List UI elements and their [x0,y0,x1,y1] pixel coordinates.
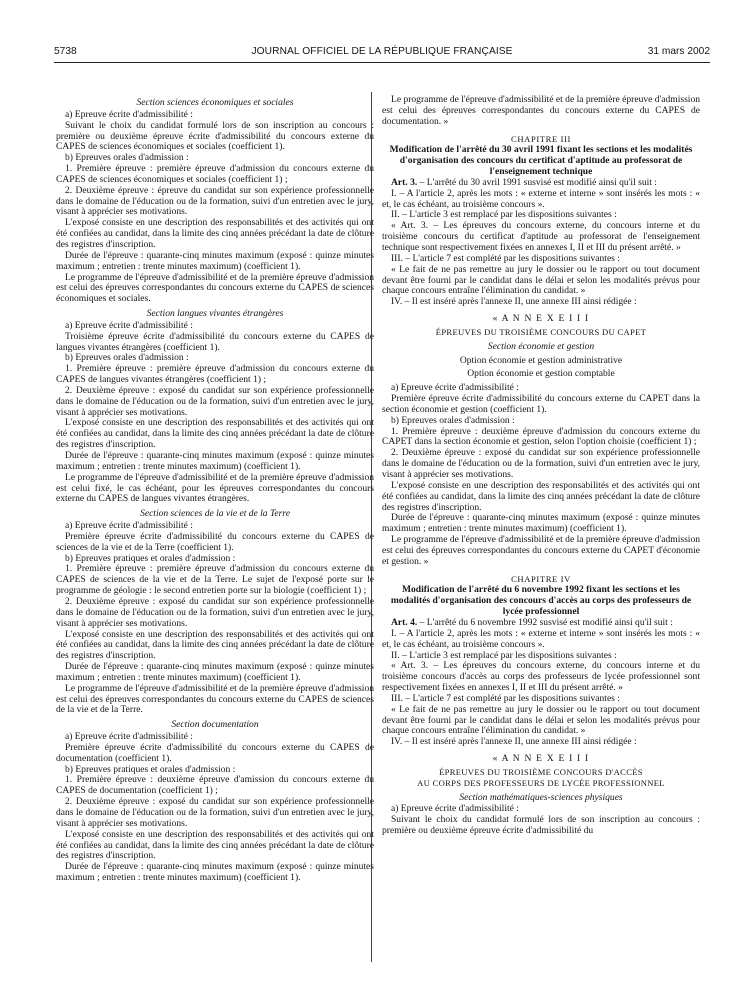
chapter-label: CHAPITRE IV [511,573,571,584]
paragraph: 1. Première épreuve : deuxième épreuve d'admission du concours externe du CAPET dans la section économie et gestion, selon l'option choisie (coefficient 1) ; [382,425,700,448]
paragraph: « Art. 3. – Les épreuves du concours externe, du concours interne et du troisième concours du certificat d'aptitude au professorat de l'enseignement technique sont respectivement fixées en annexes I, II et III du présent arrêté. » [382,220,700,253]
paragraph: a) Epreuve écrite d'admissibilité : [65,108,193,120]
paragraph: II. – L'article 3 est remplacé par les dispositions suivantes : [391,209,617,221]
journal-title: JOURNAL OFFICIEL DE LA RÉPUBLIQUE FRANÇAISE [251,46,513,57]
paragraph: Le programme de l'épreuve d'admissibilité et de la première épreuve d'admission est celui des épreuves correspondantes du concours externe du CAPES de sciences de la vie et de la Terre. [56,682,374,716]
paragraph: 2. Deuxième épreuve : exposé du candidat sur son expérience professionnelle dans le domaine de l'éducation ou de la formation, suivi d'un entretien avec le jury, visant à apprécier ses motivations. [56,384,374,418]
section-title: Section sciences économiques et sociales [136,97,294,108]
paragraph: a) Epreuve écrite d'admissibilité : [65,731,193,743]
paragraph: Le programme de l'épreuve d'admissibilité et de la première épreuve d'admission est celui des épreuves correspondantes du concours externe du CAPES de documentation. » [382,94,700,127]
issue-date: 31 mars 2002 [647,46,710,57]
paragraph: Durée de l'épreuve : quarante-cinq minutes maximum (exposé : quinze minutes maximum ; entretien : trente minutes maximum) (coefficient 1). [56,861,374,884]
article-text: – L'arrêté du 6 novembre 1992 susvisé est modifié ainsi qu'il suit : [417,616,673,628]
paragraph: 2. Deuxième épreuve : exposé du candidat sur son expérience professionnelle dans le domaine de l'éducation ou de la formation, suivi d'un entretien avec le jury, visant à apprécier ses motivations. [56,796,374,829]
paragraph: a) Epreuve écrite d'admissibilité : [391,382,519,394]
paragraph: Le programme de l'épreuve d'admissibilité et de la première épreuve d'admission est celui des épreuves correspondantes du concours externe du CAPES de sciences économiques et sociales. [56,271,374,305]
paragraph: 1. Première épreuve : première épreuve d'admission du concours externe du CAPES de langues vivantes étrangères (coefficient 1) ; [56,363,374,386]
section-title: Section langues vivantes étrangères [146,308,284,320]
paragraph: 1. Première épreuve : première épreuve d'admission du concours externe du CAPES de sciences de la vie et de la Terre. Le sujet de l'exposé porte sur le programme de géologie : le second entretien porte sur la biologie (coefficient 1) ; [56,563,374,597]
paragraph: Suivant le choix du candidat formulé lors de son inscription au concours : première ou deuxième épreuve écrite d'admissibilité du concours externe du CAPES de sciences économiques et sociales (coefficient 1). [56,119,374,153]
article-label: Art. 4. [391,616,418,628]
paragraph: L'exposé consiste en une description des responsabilités et des activités qui ont été confiées au candidat, dans la limite des cinq années précédant la date de clôture des registres d'inscription. [56,828,374,862]
page-header [54,46,710,60]
chapter-title: Modification de l'arrêté du 6 novembre 1992 fixant les sections et les modalités d'organisation des concours d'accès au corps des professeurs de lycée professionnel [390,584,692,618]
paragraph: IV. – Il est inséré après l'annexe II, une annexe III ainsi rédigée : [391,736,637,748]
paragraph: Première épreuve écrite d'admissibilité du concours externe du CAPES de documentation (coefficient 1). [56,741,374,764]
paragraph: III. – L'article 7 est complété par les dispositions suivantes : [391,252,620,264]
paragraph: Durée de l'épreuve : quarante-cinq minutes maximum (exposé : quinze minutes maximum ; entretien : trente minutes maximum) (coefficient 1). [382,512,700,535]
paragraph: « Art. 3. – Les épreuves du concours externe, du concours interne et du troisième concours d'accès au corps des professeurs de lycée professionnel sont respectivement fixées en annexes I, II et III du présent arrêté. » [382,660,700,694]
paragraph: b) Epreuves orales d'admission : [391,414,515,426]
paragraph: a) Epreuve écrite d'admissibilité : [391,803,519,815]
paragraph: Le programme de l'épreuve d'admissibilité et de la première épreuve d'admission est celui des épreuves correspondantes du concours externe du CAPET d'économie et gestion. » [382,534,700,567]
annex-title: ÉPREUVES DU TROISIÈME CONCOURS D'ACCÈS [439,766,643,777]
chapter-title: Modification de l'arrêté du 30 avril 1991 fixant les sections et les modalités d'organisation des concours du certificat d'aptitude au professorat de l'enseignement technique [389,144,693,178]
option-title: Option économie et gestion administrative [459,354,623,366]
paragraph: b) Epreuves orales d'admission : [65,152,189,164]
paragraph: 1. Première épreuve : première épreuve d'admission du concours externe du CAPES de sciences économiques et sociales (coefficient 1) ; [56,163,374,185]
section-title: Section mathématiques-sciences physiques [459,791,623,803]
article-text: – L'arrêté du 30 avril 1991 susvisé est modifié ainsi qu'il suit : [417,176,657,188]
paragraph: Le programme de l'épreuve d'admissibilité et de la première épreuve d'admission est celui fixé, le cas échéant, pour les épreuves correspondantes du concours externe du CAPES de langues vivantes étrangères. [56,471,374,505]
article-label: Art. 3. [391,176,418,188]
paragraph: a) Epreuve écrite d'admissibilité : [65,319,193,331]
paragraph: 2. Deuxième épreuve : épreuve du candidat sur son expérience professionnelle dans le domaine de l'éducation ou de la formation, suivi d'un entretien avec le jury, visant à apprécier ses motivations. [56,184,374,218]
paragraph: Troisième épreuve écrite d'admissibilité du concours externe du CAPES de langues vivantes étrangères (coefficient 1). [56,330,374,353]
paragraph: 2. Deuxième épreuve : exposé du candidat sur son expérience professionnelle dans le domaine de l'éducation ou de la formation, suivi d'un entretien avec le jury, visant à apprécier ses motivations. [382,447,700,480]
section-title: Section économie et gestion [487,340,595,352]
paragraph: L'exposé consiste en une description des responsabilités et des activités qui ont été confiées au candidat, dans la limite des cinq années précédant la date de clôture des registres d'inscription. [382,479,700,513]
annex-title: AU CORPS DES PROFESSEURS DE LYCÉE PROFESSIONNEL [417,777,665,788]
header-rule [54,62,710,63]
paragraph: 2. Deuxième épreuve : exposé du candidat sur son expérience professionnelle dans le domaine de l'éducation ou de la formation, suivi d'un entretien avec le jury, visant à apprécier ses motivations. [56,595,374,629]
annex-heading: « A N N E X E I I I [492,313,590,325]
paragraph: b) Epreuves pratiques et orales d'admission : [65,552,236,564]
option-title: Option économie et gestion comptable [467,368,615,380]
paragraph: Durée de l'épreuve : quarante-cinq minutes maximum (exposé : quinze minutes maximum ; entretien : trente minutes maximum) (coefficient 1). [56,249,374,272]
paragraph: b) Epreuves pratiques et orales d'admission : [65,763,236,775]
paragraph: « Le fait de ne pas remettre au jury le dossier ou le rapport ou tout document devant être fourni par le candidat dans le délai et selon les modalités prévus pour chaque concours entraîne l'élimination du candidat. » [382,263,700,297]
paragraph: « Le fait de ne pas remettre au jury le dossier ou le rapport ou tout document devant être fourni par le candidat dans le délai et selon les modalités prévus pour chaque concours entraîne l'élimination du candidat. » [382,703,700,737]
paragraph: L'exposé consiste en une description des responsabilités et des activités qui ont été confiées au candidat, dans la limite des cinq années précédant la date de clôture des registres d'inscription. [56,417,374,451]
section-title: Section sciences de la vie et de la Terre [140,508,290,520]
left-column [56,94,374,884]
paragraph: I. – A l'article 2, après les mots : « externe et interne » sont insérés les mots : « et, le cas échéant, au troisième concours ». [382,627,700,650]
paragraph: L'exposé consiste en une description des responsabilités et des activités qui ont été confiées au candidat, dans la limite des cinq années précédant la date de clôture des registres d'inscription. [56,217,374,250]
page-number: 5738 [54,46,77,57]
right-column [382,95,700,837]
paragraph: Première épreuve écrite d'admissibilité du concours externe du CAPET dans la section économie et gestion (coefficient 1). [382,393,700,415]
paragraph: Durée de l'épreuve : quarante-cinq minutes maximum (exposé : quinze minutes maximum ; entretien : trente minutes maximum) (coefficient 1). [56,450,374,472]
paragraph: III. – L'article 7 est complété par les dispositions suivantes : [391,692,620,704]
annex-heading: « A N N E X E I I I [492,753,590,765]
section-title: Section documentation [171,719,259,731]
paragraph: a) Epreuve écrite d'admissibilité : [65,520,193,532]
paragraph: b) Epreuves orales d'admission : [65,352,189,364]
paragraph: 1. Première épreuve : deuxième épreuve d'amission du concours externe du CAPES de documentation (coefficient 1) ; [56,774,374,797]
paragraph: II. – L'article 3 est remplacé par les dispositions suivantes : [391,649,617,661]
chapter-label: CHAPITRE III [511,133,571,144]
paragraph: Durée de l'épreuve : quarante-cinq minutes maximum (exposé : quinze minutes maximum ; entretien : trente minutes maximum) (coefficient 1). [56,661,374,683]
annex-title: ÉPREUVES DU TROISIÈME CONCOURS DU CAPET [435,326,647,337]
paragraph: Première épreuve écrite d'admissibilité du concours externe du CAPES de sciences de la vie et de la Terre (coefficient 1). [56,530,374,553]
paragraph: Suivant le choix du candidat formulé lors de son inscription au concours : première ou deuxième épreuve écrite d'admissibilité du [382,814,700,837]
paragraph: I. – A l'article 2, après les mots : « externe et interne » sont insérés les mots : « et, le cas échéant, au troisième concours ». [382,187,700,210]
paragraph: IV. – Il est inséré après l'annexe II, une annexe III ainsi rédigée : [391,296,637,308]
paragraph: L'exposé consiste en une description des responsabilités et des activités qui ont été confiées au candidat, dans la limite des cinq années précédant la date de clôture des registres d'inscription. [56,628,374,662]
